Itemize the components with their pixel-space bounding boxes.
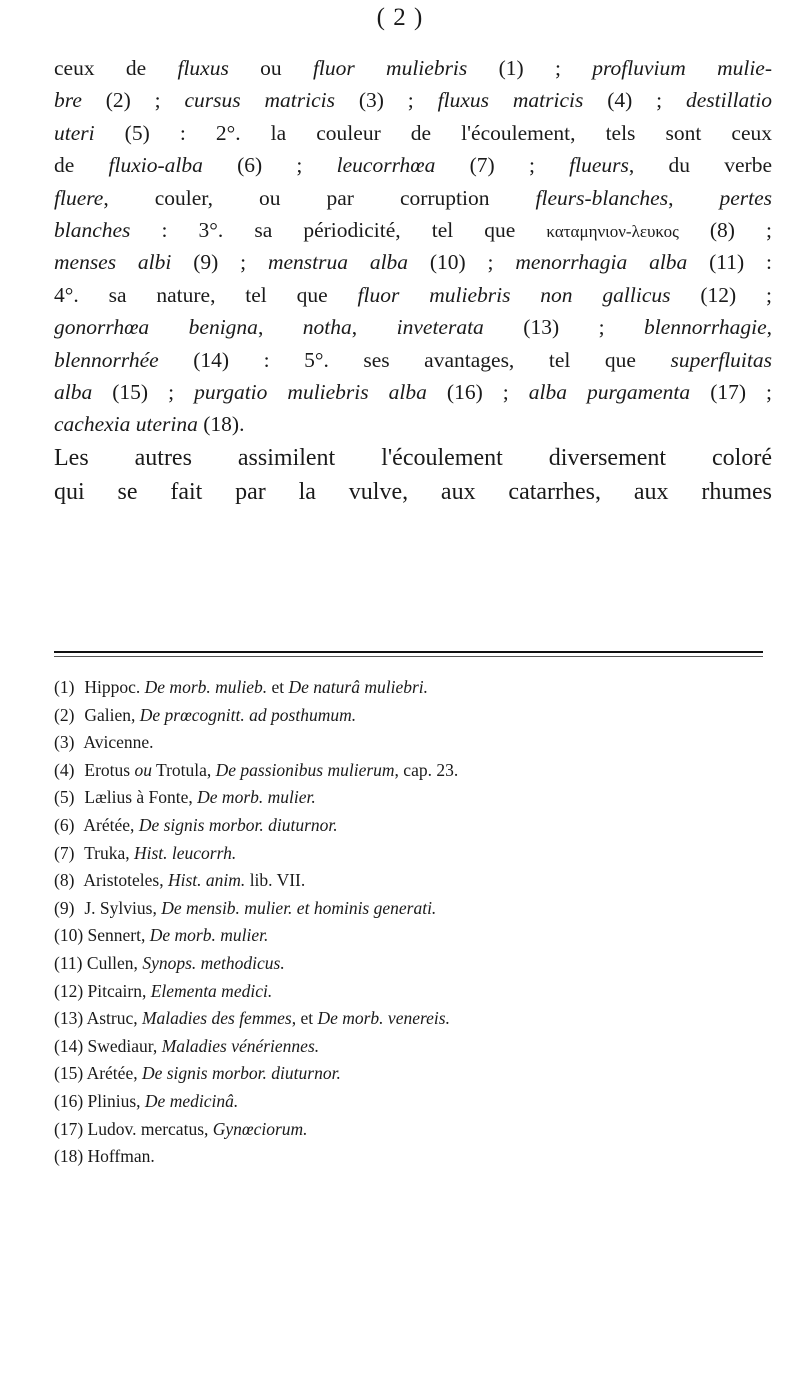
latin-term: Gynœciorum. xyxy=(212,1118,308,1139)
text-run: (13) ; xyxy=(483,315,645,340)
text-run: Avicenne. xyxy=(83,732,154,753)
text-run: Truka, xyxy=(84,842,134,863)
text-run: (17) ; xyxy=(690,379,773,404)
page-number: ( 2 ) xyxy=(376,4,424,31)
latin-term: purgatio muliebris alba xyxy=(194,379,427,404)
text-run: (4) ; xyxy=(583,88,686,113)
text-run: Trotula, xyxy=(151,759,216,780)
text-run: , xyxy=(766,315,773,340)
footnote-6 xyxy=(54,812,774,840)
footnote-15 xyxy=(54,1060,774,1088)
footnote-13 xyxy=(54,1005,774,1033)
footnote-number: (4) xyxy=(54,759,75,780)
text-run: Ludov. mercatus, xyxy=(87,1118,213,1139)
text-run: Arétée, xyxy=(86,1063,142,1084)
text-run: Hippoc. xyxy=(84,677,145,697)
latin-term: blennorrhagie xyxy=(644,315,767,340)
latin-term: superfluitas xyxy=(670,347,772,372)
text-line xyxy=(54,311,772,343)
footnote-number: (2) xyxy=(54,704,75,725)
latin-term: uteri xyxy=(54,120,95,145)
text-run: Pitcairn, xyxy=(87,980,151,1001)
latin-term: fluxus matricis xyxy=(437,88,584,113)
text-line xyxy=(54,279,772,311)
text-run: , xyxy=(668,185,720,210)
latin-term: De mensib. mulier. et hominis generati. xyxy=(161,897,437,918)
latin-term: De morb. venereis. xyxy=(317,1008,450,1029)
text-run: , xyxy=(257,315,303,340)
text-run: Aristoteles, xyxy=(83,870,168,891)
footnote-2 xyxy=(54,702,774,730)
text-run: (18). xyxy=(197,412,245,437)
footnote-4 xyxy=(54,757,774,785)
text-line xyxy=(54,84,772,116)
text-run: , xyxy=(351,315,397,340)
footnote-number: (17) xyxy=(54,1118,84,1139)
footnote-number: (5) xyxy=(54,787,75,808)
footnote-number: (13) xyxy=(54,1008,84,1029)
footnote-9 xyxy=(54,895,774,923)
footnote-number: (1) xyxy=(54,677,75,697)
footnote-divider xyxy=(54,651,763,653)
latin-term: fluere xyxy=(54,185,104,210)
latin-term: flueurs xyxy=(569,153,629,178)
footnote-3 xyxy=(54,729,774,757)
text-line xyxy=(54,149,772,181)
text-run: Lælius à Fonte, xyxy=(84,787,198,808)
footnote-14 xyxy=(54,1033,774,1061)
footnote-12 xyxy=(54,978,774,1006)
text-run: Sennert, xyxy=(87,925,150,946)
latin-term: Synops. methodicus. xyxy=(142,952,285,973)
text-run: Arétée, xyxy=(83,814,139,835)
text-run: , du verbe xyxy=(628,153,773,178)
latin-term: bre xyxy=(54,88,82,113)
text-run: (2) ; xyxy=(81,88,185,113)
footnote-divider-thin xyxy=(54,656,763,657)
latin-term: fleurs-blanches xyxy=(535,185,669,210)
footnote-1 xyxy=(54,674,774,702)
text-run: Plinius, xyxy=(87,1090,145,1111)
latin-term: De morb. mulier. xyxy=(149,925,269,946)
footnotes xyxy=(54,674,774,1171)
text-run: Erotus xyxy=(84,759,135,780)
text-run: (3) ; xyxy=(335,88,438,113)
latin-term: menstrua alba xyxy=(267,250,409,275)
latin-term: De medicinâ. xyxy=(144,1090,239,1111)
text-line xyxy=(54,408,772,440)
text-run: (1) ; xyxy=(467,56,593,80)
text-line: Les autres assimilent l'écoulement diversement coloré xyxy=(54,444,772,471)
text-run: Hoffman. xyxy=(87,1146,155,1167)
text-line xyxy=(54,182,772,214)
text-run: (5) : 2°. la couleur de l'écoulement, tels sont ceux xyxy=(94,120,772,145)
latin-term: De prœcognitt. ad posthumum. xyxy=(139,704,357,725)
footnote-number: (11) xyxy=(54,952,83,973)
footnote-number: (7) xyxy=(54,842,75,863)
latin-term: Maladies vénériennes. xyxy=(161,1035,320,1056)
text-line: qui se fait par la vulve, aux catarrhes, aux rhumes xyxy=(54,478,772,505)
latin-term: De naturâ muliebri. xyxy=(288,677,429,697)
greek-term: καταμηνιον-λευκος xyxy=(546,221,679,241)
text-run: (14) : 5°. ses avantages, tel que xyxy=(158,347,671,372)
footnote-number: (18) xyxy=(54,1146,84,1167)
text-run: , couler, ou par corruption xyxy=(103,185,536,210)
latin-term: notha xyxy=(302,315,352,340)
latin-term: menses albi xyxy=(54,250,172,275)
latin-term: cachexia uterina xyxy=(54,412,198,437)
latin-term: inveterata xyxy=(396,315,484,340)
text-run: Swediaur, xyxy=(87,1035,162,1056)
text-run: de xyxy=(54,153,109,178)
text-run: ou xyxy=(228,56,313,80)
latin-term: fluxio-alba xyxy=(108,153,203,178)
footnote-number: (12) xyxy=(54,980,84,1001)
latin-term: ou xyxy=(134,759,152,780)
text-run: (6) ; xyxy=(202,153,337,178)
latin-term: leucorrhœa xyxy=(336,153,436,178)
latin-term: destillatio xyxy=(685,88,772,113)
footnote-number: (16) xyxy=(54,1090,84,1111)
latin-term: profluvium mulie- xyxy=(592,56,772,80)
main-text xyxy=(54,52,772,509)
latin-term: blennorrhée xyxy=(54,347,159,372)
footnote-11 xyxy=(54,950,774,978)
footnote-number: (14) xyxy=(54,1035,84,1056)
latin-term: De passionibus mulierum xyxy=(215,759,395,780)
latin-term: De signis morbor. diuturnor. xyxy=(141,1063,341,1084)
text-line xyxy=(54,214,772,246)
latin-term: blanches xyxy=(54,217,131,242)
footnote-number: (15) xyxy=(54,1063,84,1084)
footnote-17 xyxy=(54,1116,774,1144)
text-line xyxy=(54,117,772,149)
text-run: et xyxy=(267,677,289,697)
text-run: Cullen, xyxy=(86,952,143,973)
latin-term: menorrhagia alba xyxy=(515,250,688,275)
text-run: (9) ; xyxy=(171,250,268,275)
latin-term: De signis morbor. diuturnor. xyxy=(138,814,338,835)
footnote-number: (8) xyxy=(54,870,75,891)
footnote-10 xyxy=(54,922,774,950)
latin-term: Elementa medici. xyxy=(150,980,273,1001)
latin-term: cursus matricis xyxy=(184,88,335,113)
footnote-16 xyxy=(54,1088,774,1116)
latin-term: De morb. mulier. xyxy=(197,787,316,808)
latin-term: alba purgamenta xyxy=(528,379,691,404)
footnote-7 xyxy=(54,840,774,868)
text-run: (16) ; xyxy=(426,379,529,404)
text-run: (7) ; xyxy=(435,153,570,178)
text-run: (8) ; xyxy=(678,217,773,242)
latin-term: fluor muliebris non gallicus xyxy=(357,282,671,307)
text-line xyxy=(54,344,772,376)
text-line xyxy=(54,376,772,408)
footnote-8 xyxy=(54,867,774,895)
footnote-5 xyxy=(54,784,774,812)
latin-term: alba xyxy=(54,379,93,404)
footnote-number: (10) xyxy=(54,925,84,946)
text-run: , cap. 23. xyxy=(394,759,459,780)
text-run: ceux de xyxy=(54,56,178,80)
text-run: : 3°. sa périodicité, tel que xyxy=(130,217,547,242)
footnote-number: (3) xyxy=(54,732,75,753)
latin-term: De morb. mulieb. xyxy=(144,677,268,697)
latin-term: fluxus xyxy=(177,56,229,80)
latin-term: fluor muliebris xyxy=(312,56,468,80)
latin-term: Hist. anim. xyxy=(168,870,246,891)
latin-term: gonorrhœa benigna xyxy=(54,315,258,340)
text-run: 4°. sa nature, tel que xyxy=(54,282,358,307)
text-run: (15) ; xyxy=(92,379,195,404)
text-run: lib. VII. xyxy=(245,870,306,891)
text-run: Astruc, xyxy=(86,1008,142,1029)
footnote-number: (6) xyxy=(54,814,75,835)
footnote-18 xyxy=(54,1143,774,1171)
latin-term: pertes xyxy=(719,185,773,210)
text-run: J. Sylvius, xyxy=(84,897,162,918)
text-run: Galien, xyxy=(84,704,140,725)
footnote-number: (9) xyxy=(54,897,75,918)
text-line xyxy=(54,52,772,84)
text-run: , et xyxy=(291,1008,318,1029)
latin-term: Maladies des femmes xyxy=(141,1008,292,1029)
text-run: (11) : xyxy=(687,250,772,275)
text-run: (12) ; xyxy=(670,282,772,307)
text-line xyxy=(54,246,772,278)
latin-term: Hist. leucorrh. xyxy=(133,842,237,863)
text-run: (10) ; xyxy=(408,250,516,275)
